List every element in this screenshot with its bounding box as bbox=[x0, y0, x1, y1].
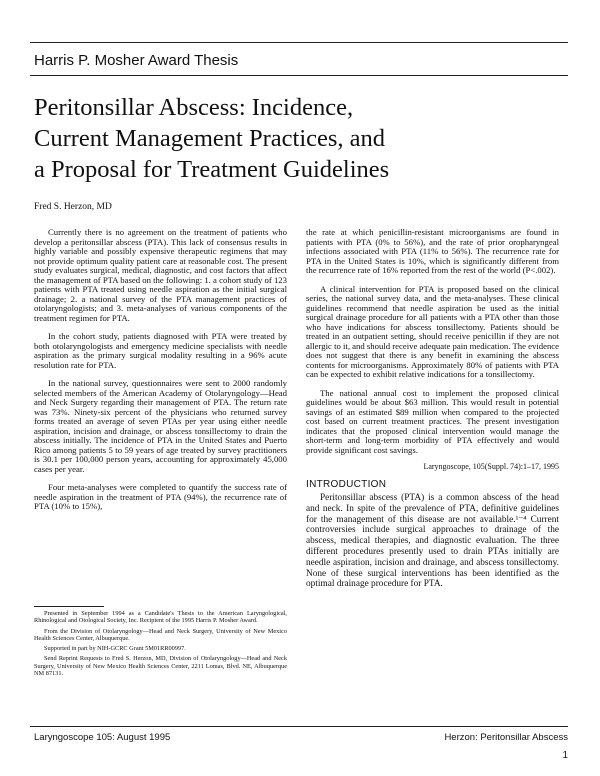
journal-footer: Laryngoscope 105: August 1995 bbox=[34, 732, 171, 743]
series-header: Harris P. Mosher Award Thesis bbox=[34, 52, 239, 69]
footnote: Supported in part by NIH-GCRC Grant 5M01RR00997. bbox=[44, 645, 186, 653]
author-name: Fred S. Herzon, MD bbox=[34, 202, 112, 212]
abstract-paragraph: In the cohort study, patients diagnosed with PTA were treated by both otolaryngologists and emergency medicine specialists with needle aspiration as the primary surgical modality resulting in a 96% acute resolution rate for PTA. bbox=[34, 331, 287, 370]
footnotes bbox=[34, 610, 287, 680]
footer-rule bbox=[30, 726, 568, 727]
abstract-left-column bbox=[34, 228, 287, 521]
abstract-paragraph: Currently there is no agreement on the treatment of patients who develop a peritonsillar abscess (PTA). This lack of consensus results in highly variable and possibly expensive therapeutic regimens that may not provide optimum quality patient care at reasonable cost. The present study evaluates surgical, medical, diagnostic, and cost factors that affect the management of PTA based on the following: 1. a cohort study of 123 patients with PTA treated using needle aspiration as the initial surgical drainage; 2. a national survey of the PTA management practices of otolaryngologists; and 3. meta-analyses of various components of the treatment regimen for PTA. bbox=[34, 227, 287, 323]
title-line: a Proposal for Treatment Guidelines bbox=[34, 156, 390, 183]
footnote: Send Reprint Requests to Fred S. Herzon, MD, Division of Otolaryngology—Head and Neck Surgery, University of New Mexico Health Sciences Center, 2211 Lomas, Blvd. NE, Albuquerque NM 87131. bbox=[34, 655, 287, 678]
abstract-paragraph: A clinical intervention for PTA is proposed based on the clinical series, the national survey data, and the meta-analyses. These clinical guidelines recommend that needle aspiration be used as the initial surgical drainage procedure for all patients with a PTA other than those who have indications for abscess tonsillectomy. Patients should be treated in an outpatient setting, should receive penicillin if they are not allergic to it, and should receive adequate pain medication. The evidence does not suggest that there is any benefit in examining the abscess contents for microorganisms. Approximately 80% of patients with PTA can be expected to exhibit relative indications for a tonsillectomy. bbox=[306, 283, 559, 379]
section-heading: INTRODUCTION bbox=[306, 478, 387, 490]
abstract-paragraph: The national annual cost to implement the proposed clinical guidelines would be about $63 million. This would result in potential savings of an estimated $89 million when compared to the projected cost based on current treatment practices. The present investigation indicates that the proposed clinical intervention would manage the short-term and long-term morbidity of PTA effectively and would provide significant cost savings. bbox=[306, 387, 559, 455]
article-title bbox=[34, 92, 574, 185]
title-line: Current Management Practices, and bbox=[34, 125, 386, 152]
footnote-rule bbox=[34, 606, 104, 607]
abstract-paragraph: Four meta-analyses were completed to quantify the success rate of needle aspiration in the treatment of PTA (94%), the recurrence rate of PTA (10% to 15%), bbox=[34, 482, 287, 511]
footnote: From the Division of Otolaryngology—Head and Neck Surgery, University of New Mexico Health Sciences Center, Albuquerque. bbox=[34, 627, 287, 642]
page-number: 1 bbox=[562, 750, 568, 761]
series-rule bbox=[30, 75, 568, 76]
top-rule bbox=[30, 42, 568, 43]
abstract-paragraph: In the national survey, questionnaires were sent to 2000 randomly selected members of the American Academy of Otolaryngology—Head and Neck Surgery regarding their management of PTA. The return rate was 73%. Ninety-six percent of the physicians who returned survey forms treated an average of seven PTAs per year using either needle aspiration, incision and drainage, or abscess tonsillectomy to drain the abscess initially. The incidence of PTA in the United States and Puerto Rico among patients 5 to 59 years of age treated by survey practitioners is 30.1 per 100,000 person years, accounting for approximately 45,000 cases per year. bbox=[34, 378, 287, 474]
introduction-body bbox=[306, 493, 559, 590]
citation: Laryngoscope, 105(Suppl. 74):1–17, 1995 bbox=[423, 462, 559, 471]
abstract-right-column bbox=[306, 228, 559, 590]
title-line: Peritonsillar Abscess: Incidence, bbox=[34, 94, 354, 121]
footnote: Presented in September 1994 as a Candidate's Thesis to the American Laryngological, Rhinological and Otological Society, Inc. Recipient of the 1995 Harris P. Mosher Award. bbox=[34, 610, 287, 625]
abstract-paragraph: the rate at which penicillin-resistant microorganisms are found in patients with PTA (0% to 56%), and the rate of prior oropharyngeal infections associated with PTA (11% to 56%). The recurrence rate for PTA in the United States is 10%, which is significantly different from the recurrence rate of 16% reported from the rest of the world (P<.002). bbox=[306, 227, 559, 275]
running-head: Herzon: Peritonsillar Abscess bbox=[444, 732, 568, 743]
introduction-paragraph: Peritonsillar abscess (PTA) is a common abscess of the head and neck. In spite of the prevalence of PTA, definitive guidelines for the management of this disease are not available.¹⁻⁴ Current controversies include surgical approaches to drainage of the abscess, medical therapies, and diagnostic evaluation. The three different procedures presently used to drain PTAs initially are needle aspiration, incision and drainage, and abscess tonsillectomy. None of these surgical interventions has been identified as the optimal drainage procedure for PTA. bbox=[306, 493, 559, 590]
